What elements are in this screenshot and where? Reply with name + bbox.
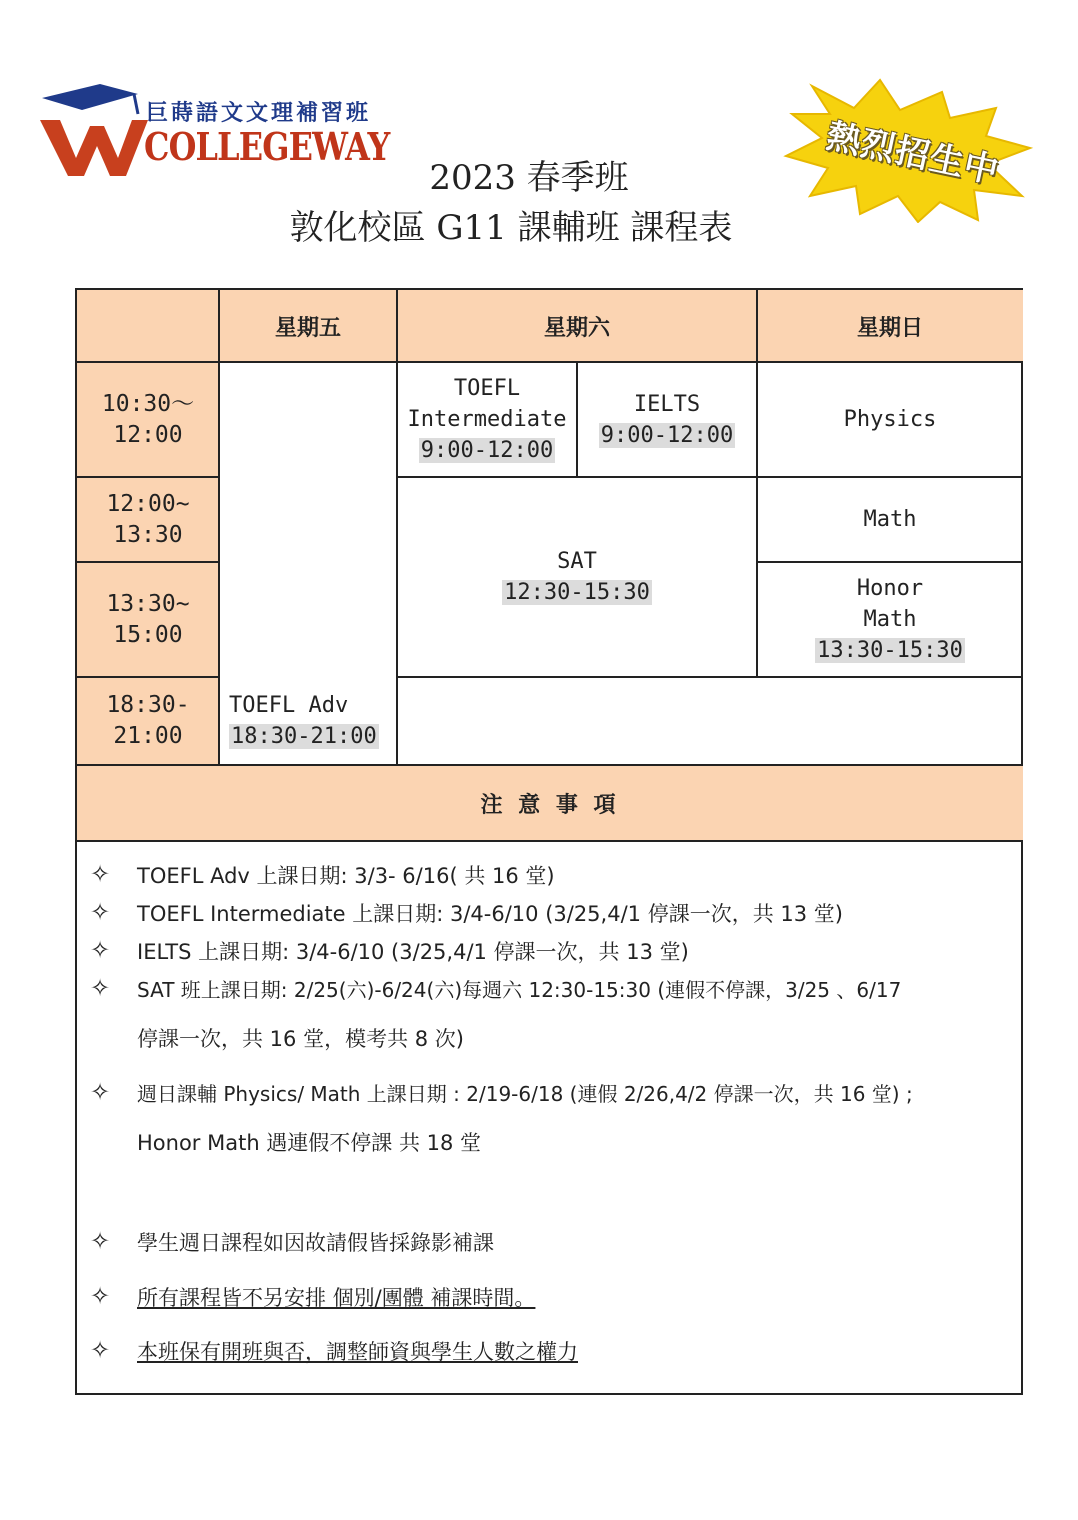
enrollment-badge-text: 熱烈招生中 [823,116,1003,192]
grid-line [77,476,219,478]
grid-line [576,362,578,477]
time-slot-2: 12:00~ 13:30 [106,490,190,548]
course-math: Math [863,507,917,532]
grid-line [77,561,219,563]
course-ielts: IELTS 9:00-12:00 [600,391,734,448]
course-toefl-adv: TOEFL Adv 18:30-21:00 [229,693,377,749]
grid-line [757,561,1023,563]
time-slot-4: 18:30- 21:00 [106,692,190,749]
grid-line [756,290,758,677]
day-saturday: 星期六 [543,315,610,341]
sparkle-bullet-icon: ✧ [90,1227,111,1255]
course-toefl-intermediate: TOEFL Intermediate 9:00-12:00 [407,376,567,463]
day-friday: 星期五 [274,315,341,341]
page-title-season: 2023 春季班 [429,158,629,198]
logo-english-name: COLLEGEWAY [144,124,390,169]
time-slot-1: 10:30～ 12:00 [101,390,195,448]
sparkle-bullet-icon: ✧ [90,1282,111,1310]
time-slot-3: 13:30~ 15:00 [106,590,190,648]
sparkle-bullet-icon: ✧ [90,1078,111,1106]
grid-line [77,361,1023,363]
sparkle-bullet-icon: ✧ [90,936,111,964]
sparkle-bullet-icon: ✧ [90,974,111,1002]
course-honor-math: Honor Math 13:30-15:30 [817,576,963,663]
logo-chinese-name: 巨蒔語文文理補習班 [146,100,372,126]
grid-line [77,840,1023,842]
sparkle-bullet-icon: ✧ [90,1336,111,1364]
page-title-schedule: 敦化校區 G11 課輔班 課程表 [289,208,733,248]
grid-line [77,676,219,678]
notes-header: 注 意 事 項 [480,792,620,818]
course-sat: SAT 12:30-15:30 [504,549,650,605]
course-physics: Physics [843,407,937,432]
sparkle-bullet-icon: ✧ [90,898,111,926]
grid-line [397,476,1023,478]
grid-line [77,764,1023,766]
day-sunday: 星期日 [856,315,923,341]
grid-line [397,676,1023,678]
sparkle-bullet-icon: ✧ [90,860,111,888]
